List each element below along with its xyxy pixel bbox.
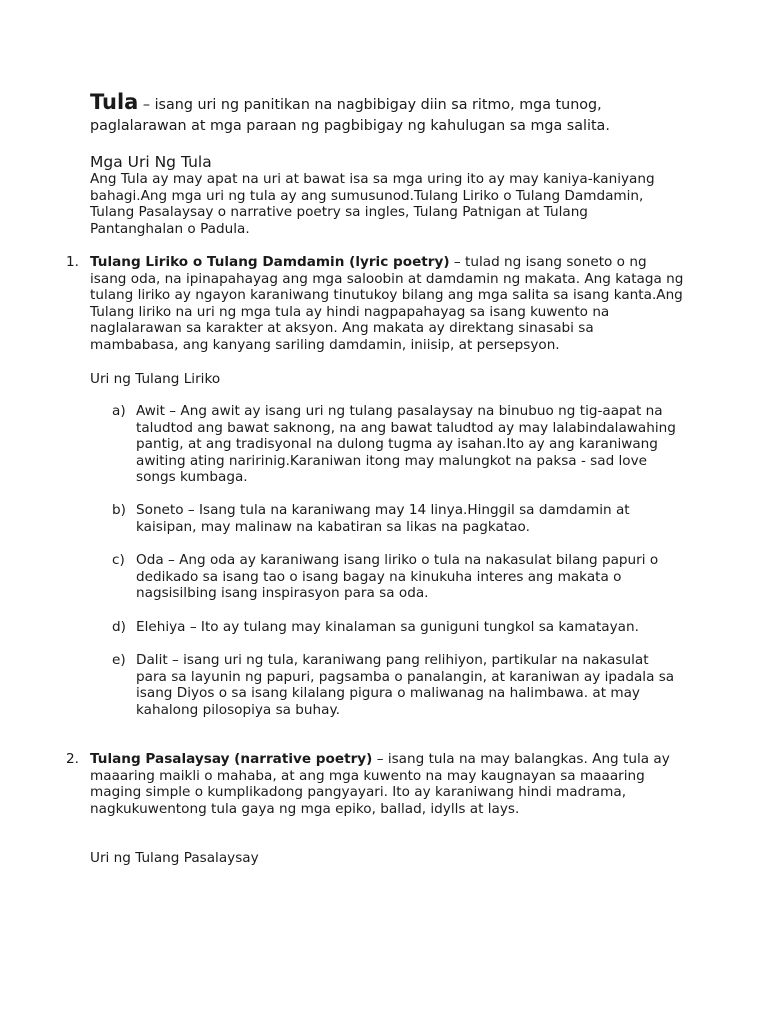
list-item-2 <box>66 751 686 817</box>
sub-item-text: Elehiya – Ito ay tulang may kinalaman sa guniguni tungkol sa kamatayan. <box>136 619 639 635</box>
subheading-pasalaysay: Uri ng Tulang Pasalaysay <box>90 850 259 866</box>
intro-definition: – isang uri ng panitikan na nagbibigay diin sa ritmo, mga tunog, paglalarawan at mga paraan ng pagbibigay ng kahulugan sa mga salita. <box>90 97 610 134</box>
intro-paragraph <box>90 92 690 137</box>
sub-item-c <box>112 552 682 602</box>
list-item-number: 1. <box>66 254 79 270</box>
sub-item-text: Oda – Ang oda ay karaniwang isang liriko o tula na nakasulat bilang papuri o dedikado sa isang tao o isang bagay na kinukuha interes ang makata o nagsisilbing isang inspirasyon para sa oda. <box>136 552 659 601</box>
sub-item-letter: e) <box>112 652 126 668</box>
sub-item-letter: d) <box>112 619 126 635</box>
sub-item-b <box>112 502 682 535</box>
sub-item-a <box>112 403 682 486</box>
sub-item-d <box>112 619 682 636</box>
list-item-text: – isang tula na may balangkas. Ang tula ay maaaring maikli o mahaba, at ang mga kuwento na may kaugnayan sa maaaring maging simple o kumplikadong pangyayari. Ito ay karaniwang hindi madrama, nagkukuwentong tula gaya ng mga epiko, ballad, idylls at lays. <box>90 751 670 817</box>
sub-item-text: Awit – Ang awit ay isang uri ng tulang pasalaysay na binubuo ng tig-aapat na taludtod ang bawat saknong, na ang bawat taludtod ay may lalabindalawahing pantig, at ang tradisyonal na dulong tugma ay isahan.Ito ay ang karaniwang awiting ating naririnig.Karaniwan itong may malungkot na paksa - sad love songs kumbaga. <box>136 403 676 485</box>
list-item-body <box>90 254 686 353</box>
list-item-number: 2. <box>66 751 79 767</box>
list-item-1 <box>66 254 686 353</box>
intro-term: Tula <box>90 90 139 114</box>
subheading-liriko: Uri ng Tulang Liriko <box>90 371 221 387</box>
list-item-body <box>90 751 686 817</box>
sub-item-text: Dalit – isang uri ng tula, karaniwang pang relihiyon, partikular na nakasulat para sa layunin ng papuri, pagsamba o panalangin, at karaniwan ay ipadala sa isang Diyos o sa isang kilalang pigura o maliwanag na halimbawa. at may kahalong pilosopiya sa buhay. <box>136 652 675 718</box>
sub-item-letter: c) <box>112 552 125 568</box>
sub-item-letter: b) <box>112 502 126 518</box>
intro-text <box>90 92 690 137</box>
sub-item-letter: a) <box>112 403 126 419</box>
list-item-text: – tulad ng isang soneto o ng isang oda, na ipinapahayag ang mga saloobin at damdamin ng makata. Ang kataga ng tulang liriko ay ngayon karaniwang tinutukoy bilang ang mga salita sa isang kanta.Ang Tulang liriko na uri ng mga tula ay hindi nagpapahayag sa isang kuwento na naglalarawan sa karakter at aksyon. Ang makata ay direktang sinasabi sa mambabasa, ang kanyang sariling damdamin, iniisip, at persepsyon. <box>90 254 684 353</box>
list-item-title: Tulang Pasalaysay (narrative poetry) <box>90 751 373 767</box>
list-item-title: Tulang Liriko o Tulang Damdamin (lyric poetry) <box>90 254 450 270</box>
sub-item-e <box>112 652 682 718</box>
section-body: Ang Tula ay may apat na uri at bawat isa sa mga uring ito ay may kaniya-kaniyang bahagi.Ang mga uri ng tula ay ang sumusunod.Tulang Liriko o Tulang Damdamin, Tulang Pasalaysay o narrative poetry sa ingles, Tulang Patnigan at Tulang Pantanghalan o Padula. <box>90 171 655 237</box>
section-heading: Mga Uri Ng Tula <box>90 153 212 171</box>
sub-item-text: Soneto – Isang tula na karaniwang may 14 linya.Hinggil sa damdamin at kaisipan, may malinaw na kabatiran sa likas na pagkatao. <box>136 502 630 535</box>
